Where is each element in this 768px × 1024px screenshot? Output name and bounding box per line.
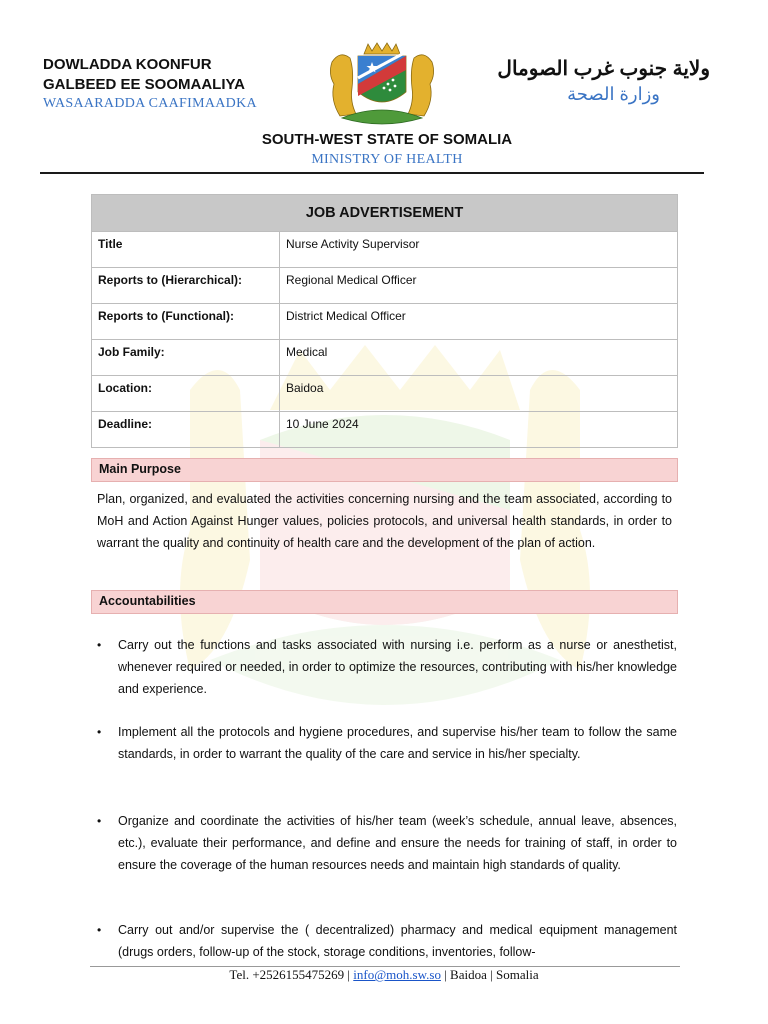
header-somali-line1: DOWLADDA KOONFUR	[43, 56, 212, 73]
bullet-icon: •	[97, 923, 102, 937]
table-row	[92, 376, 678, 412]
coat-of-arms-icon	[322, 40, 442, 130]
footer-email-link[interactable]: info@moh.sw.so	[353, 967, 441, 982]
row-label: Reports to (Hierarchical):	[92, 268, 280, 304]
table-row	[92, 268, 678, 304]
bullet-icon: •	[97, 814, 102, 828]
bullet-icon: •	[97, 725, 102, 739]
table-row	[92, 340, 678, 376]
table-row	[92, 412, 678, 448]
row-value: Regional Medical Officer	[280, 268, 678, 304]
list-item: Carry out and/or supervise the ( decentralized) pharmacy and medical equipment management (drugs orders, follow-up of the stock, storage conditions, inventories, follow-	[118, 923, 677, 959]
bullet-icon: •	[97, 638, 102, 652]
footer-tel: Tel. +2526155475269 |	[229, 967, 351, 982]
row-value: Baidoa	[280, 376, 678, 412]
state-name: SOUTH-WEST STATE OF SOMALIA	[261, 131, 513, 148]
job-table-heading: JOB ADVERTISEMENT	[92, 195, 678, 232]
header-divider	[40, 172, 704, 174]
row-value: Medical	[280, 340, 678, 376]
header-arabic-ministry: وزارة الصحة	[567, 84, 660, 104]
row-label: Reports to (Functional):	[92, 304, 280, 340]
header-arabic-state: ولاية جنوب غرب الصومال	[497, 58, 710, 80]
row-value: 10 June 2024	[280, 412, 678, 448]
accountabilities-heading: Accountabilities	[91, 590, 678, 614]
row-value: District Medical Officer	[280, 304, 678, 340]
list-item: Implement all the protocols and hygiene procedures, and supervise his/her team to follow the same standards, in order to warrant the quality of the care and service in his/her specialty.	[118, 725, 677, 761]
header-somali-ministry: WASAARADDA CAAFIMAADKA	[43, 96, 257, 111]
table-row	[92, 304, 678, 340]
main-purpose-heading: Main Purpose	[91, 458, 678, 482]
list-item: Carry out the functions and tasks associated with nursing i.e. perform as a nurse or anesthetist, whenever required or needed, in order to optimize the resources, contributing with his/her knowledge and experience.	[118, 638, 677, 696]
footer	[0, 967, 768, 983]
row-label: Job Family:	[92, 340, 280, 376]
job-details-table	[91, 194, 678, 448]
footer-location: | Baidoa | Somalia	[444, 967, 539, 982]
table-row	[92, 232, 678, 268]
row-label: Deadline:	[92, 412, 280, 448]
main-purpose-text: Plan, organized, and evaluated the activities concerning nursing and the team associated, according to MoH and Action Against Hunger values, policies protocols, and universal health standards, in order to warrant the quality and continuity of health care and the development of the plan of action.	[97, 492, 672, 550]
row-label: Title	[92, 232, 280, 268]
row-label: Location:	[92, 376, 280, 412]
list-item: Organize and coordinate the activities of his/her team (week’s schedule, annual leave, absences, etc.), evaluate their performance, and define and ensure the needs for training of staff, in order to ensure the coverage of the human resources needs and maintain high standards of quality.	[118, 814, 677, 872]
row-value: Nurse Activity Supervisor	[280, 232, 678, 268]
header-somali-line2: GALBEED EE SOOMAALIYA	[43, 76, 245, 93]
ministry-name: MINISTRY OF HEALTH	[311, 152, 463, 167]
